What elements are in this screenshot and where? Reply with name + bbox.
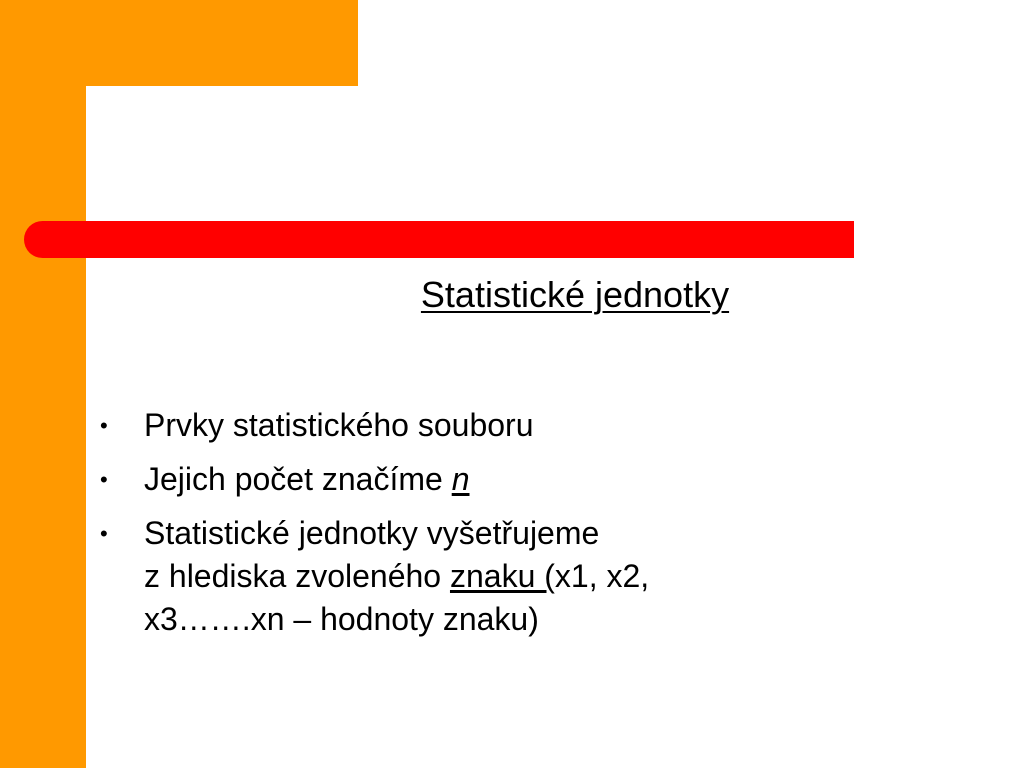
bullet-item xyxy=(98,512,938,641)
bullet-icon: • xyxy=(100,521,108,546)
bullet-text: Prvky statistického souboru xyxy=(144,407,534,443)
bullet-text: Jejich počet značíme xyxy=(144,461,452,497)
bullet-item xyxy=(98,404,938,447)
orange-left-decoration xyxy=(0,0,86,768)
symbol-n: n xyxy=(451,461,470,497)
underlined-term: znaku ( xyxy=(449,558,555,594)
bullet-text-line2-end: x1, x2, xyxy=(554,558,650,594)
bullet-icon: • xyxy=(100,467,108,492)
bullet-text-line2: z hlediska zvoleného xyxy=(144,558,450,594)
bullet-text-line3: x3…….xn – hodnoty znaku) xyxy=(144,601,539,637)
bullet-text-line1: Statistické jednotky vyšetřujeme xyxy=(144,515,600,551)
slide-title: Statistické jednotky xyxy=(420,274,730,315)
bullet-item xyxy=(98,458,938,501)
bullet-icon: • xyxy=(100,413,108,438)
bullet-list xyxy=(98,404,938,652)
red-accent-bar xyxy=(24,221,854,258)
